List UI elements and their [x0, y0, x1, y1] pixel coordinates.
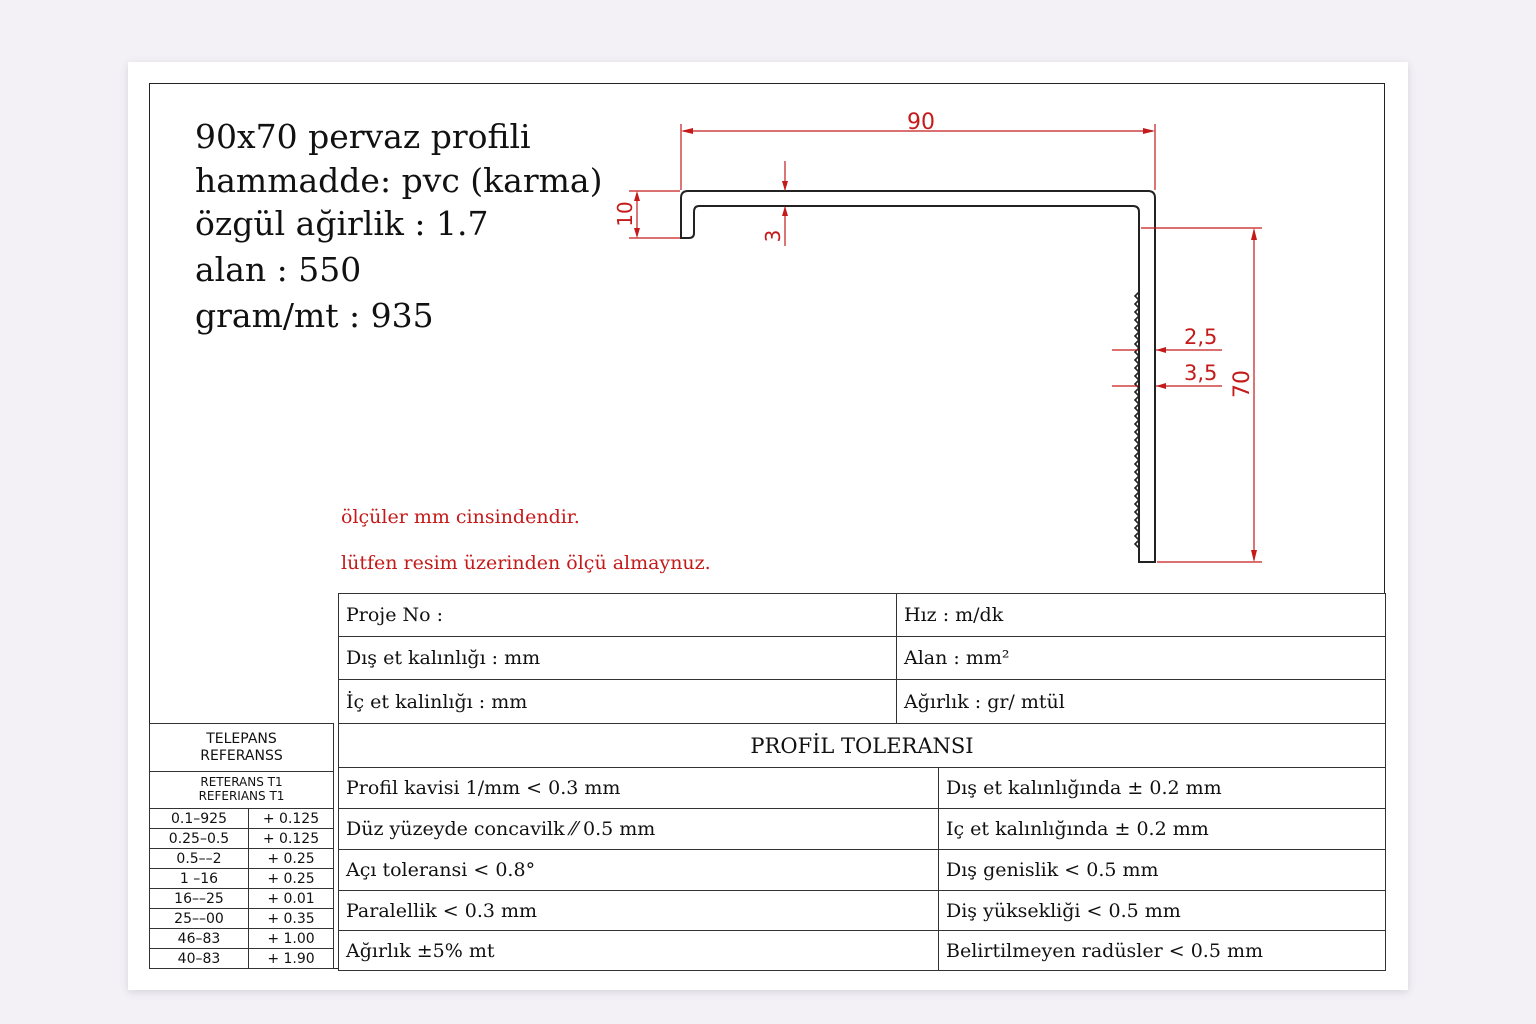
area-line: alan : 550 [195, 250, 362, 289]
reference-subheader [149, 771, 334, 809]
tolerance-left-3: Açı toleransi < 0.8° [338, 849, 939, 891]
lip-arrow-bottom [634, 228, 640, 238]
tolerance-right-3: Dış genislik < 0.5 mm [938, 849, 1386, 891]
weight-line: gram/mt : 935 [195, 296, 434, 335]
outer-wall-cell: Dış et kalınlığı : mm [338, 636, 897, 680]
density-line: özgül ağirlik : 1.7 [195, 204, 489, 243]
reference-range-6: 25––00 [149, 908, 249, 929]
reference-header-line1: TELEPANS [206, 731, 277, 748]
serration-a-label: 2,5 [1184, 325, 1218, 349]
serration-a-arrow [1156, 347, 1166, 353]
reference-tol-5: + 0.01 [248, 888, 334, 909]
width-arrow-left [681, 128, 693, 134]
tolerance-left-5: Ağırlık ±5% mt [338, 930, 939, 971]
reference-range-3: 0.5––2 [149, 848, 249, 869]
tolerance-heading: PROFİL TOLERANSI [338, 723, 1386, 768]
reference-sub-line1: RETERANS T1 [200, 775, 283, 790]
lip-dim-label: 10 [613, 201, 637, 227]
reference-sub-line2: REFERIANS T1 [198, 789, 285, 803]
reference-tol-3: + 0.25 [248, 848, 334, 869]
tolerance-left-2: Düz yüzeyde concavilk ⁄⁄ 0.5 mm [338, 808, 939, 850]
project-no-cell: Proje No : [338, 593, 897, 637]
tolerance-right-1: Dış et kalınlığında ± 0.2 mm [938, 767, 1386, 809]
profile-outline [681, 191, 1155, 562]
width-arrow-right [1143, 128, 1155, 134]
tolerance-left-4: Paralellik < 0.3 mm [338, 890, 939, 931]
speed-cell: Hız : m/dk [896, 593, 1386, 637]
profile-title: 90x70 pervaz profili [195, 117, 531, 156]
height-dim-label: 70 [1230, 370, 1255, 398]
serrated-edge [1135, 292, 1139, 548]
weight-cell: Ağırlık : gr/ mtül [896, 679, 1386, 724]
inner-wall-cell: İç et kalinlığı : mm [338, 679, 897, 724]
thickness-arrow-bottom [782, 206, 788, 216]
reference-tol-4: + 0.25 [248, 868, 334, 889]
units-note: ölçüler mm cinsindendir. [341, 506, 580, 528]
thickness-arrow-top [782, 181, 788, 191]
reference-tol-8: + 1.90 [248, 948, 334, 969]
reference-header [149, 723, 334, 772]
reference-range-4: 1 –16 [149, 868, 249, 889]
reference-tol-6: + 0.35 [248, 908, 334, 929]
reference-tol-7: + 1.00 [248, 928, 334, 949]
reference-tol-2: + 0.125 [248, 828, 334, 849]
tolerance-left-1: Profil kavisi 1/mm < 0.3 mm [338, 767, 939, 809]
reference-range-8: 40–83 [149, 948, 249, 969]
reference-range-2: 0.25–0.5 [149, 828, 249, 849]
reference-range-5: 16––25 [149, 888, 249, 909]
serration-b-label: 3,5 [1184, 361, 1218, 385]
tolerance-right-4: Diş yüksekliği < 0.5 mm [938, 890, 1386, 931]
width-dim-label: 90 [907, 110, 935, 135]
reference-header-line2: REFERANSS [200, 747, 283, 764]
reference-range-1: 0.1–925 [149, 808, 249, 829]
area-cell: Alan : mm² [896, 636, 1386, 680]
reference-tol-1: + 0.125 [248, 808, 334, 829]
tolerance-right-5: Belirtilmeyen radüsler < 0.5 mm [938, 930, 1386, 971]
height-arrow-bottom [1251, 550, 1257, 562]
tolerance-right-2: Iç et kalınlığında ± 0.2 mm [938, 808, 1386, 850]
reference-range-7: 46–83 [149, 928, 249, 949]
material-line: hammadde: pvc (karma) [195, 161, 603, 200]
warning-note: lütfen resim üzerinden ölçü almaynuz. [341, 552, 711, 574]
lip-arrow-top [634, 191, 640, 201]
height-arrow-top [1251, 228, 1257, 240]
serration-b-arrow [1156, 383, 1166, 389]
thickness-dim-label: 3 [761, 229, 785, 243]
